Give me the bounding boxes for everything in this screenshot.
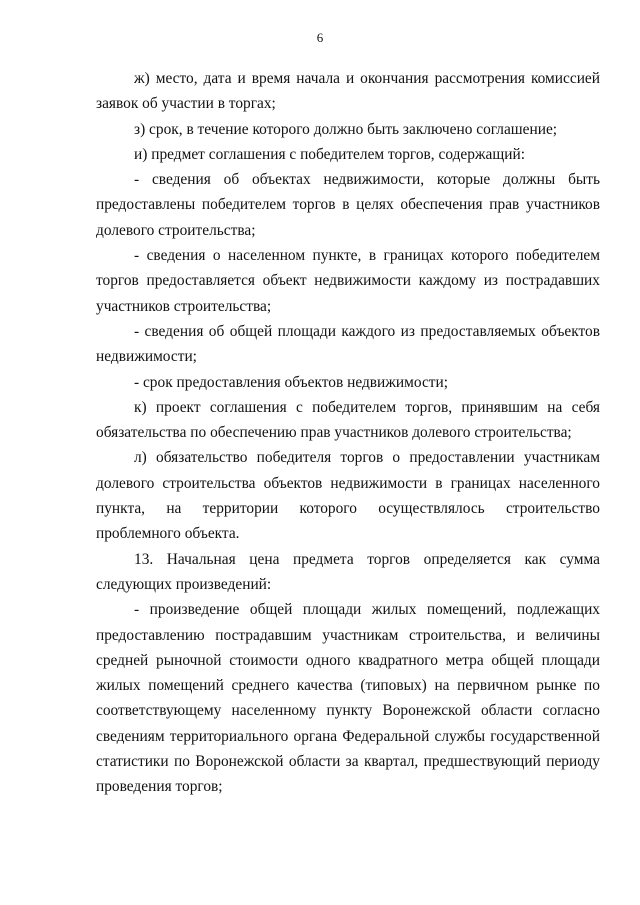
- paragraph-bullet-product: - произведение общей площади жилых помещений, подлежащих предоставлению пострадавшим участникам строительства, и величины средней рыночной стоимости одного квадратного метра общей площади жилых помещений среднего качества (типовых) на первичном рынке по соответствующему населенному пункту Воронежской области согласно сведениям территориального органа Федеральной службы государственной статистики по Воронежской области за квартал, предшествующий периоду проведения торгов;: [96, 601, 600, 796]
- page-number: 6: [316, 30, 324, 45]
- paragraph-bullet-term: - срок предоставления объектов недвижимости;: [134, 373, 449, 391]
- paragraph-bullet-area-info: - сведения об общей площади каждого из предоставляемых объектов недвижимости;: [96, 322, 600, 366]
- paragraph-section-13: 13. Начальная цена предмета торгов определяется как сумма следующих произведений:: [96, 550, 600, 593]
- paragraph-item-i: и) предмет соглашения с победителем торгов, содержащий:: [134, 145, 525, 163]
- document-body: [96, 66, 600, 800]
- paragraph-bullet-settlement-info: - сведения о населенном пункте, в границах которого победителем торгов предоставляется объект недвижимости каждому из пострадавших участников строительства;: [96, 247, 600, 315]
- paragraph-item-l: л) обязательство победителя торгов о предоставлении участникам долевого строительства объектов недвижимости в границах населенного пункта, на территории которого осуществлялось строительство проблемного объекта.: [96, 449, 600, 543]
- paragraph-bullet-real-estate-info: - сведения об объектах недвижимости, которые должны быть предоставлены победителем торгов в целях обеспечения прав участников долевого строительства;: [96, 171, 600, 239]
- paragraph-item-zh: ж) место, дата и время начала и окончания рассмотрения комиссией заявок об участии в торгах;: [96, 70, 600, 113]
- paragraph-item-k: к) проект соглашения с победителем торгов, принявшим на себя обязательства по обеспечению прав участников долевого строительства;: [96, 398, 600, 442]
- paragraph-item-z: з) срок, в течение которого должно быть заключено соглашение;: [134, 120, 558, 138]
